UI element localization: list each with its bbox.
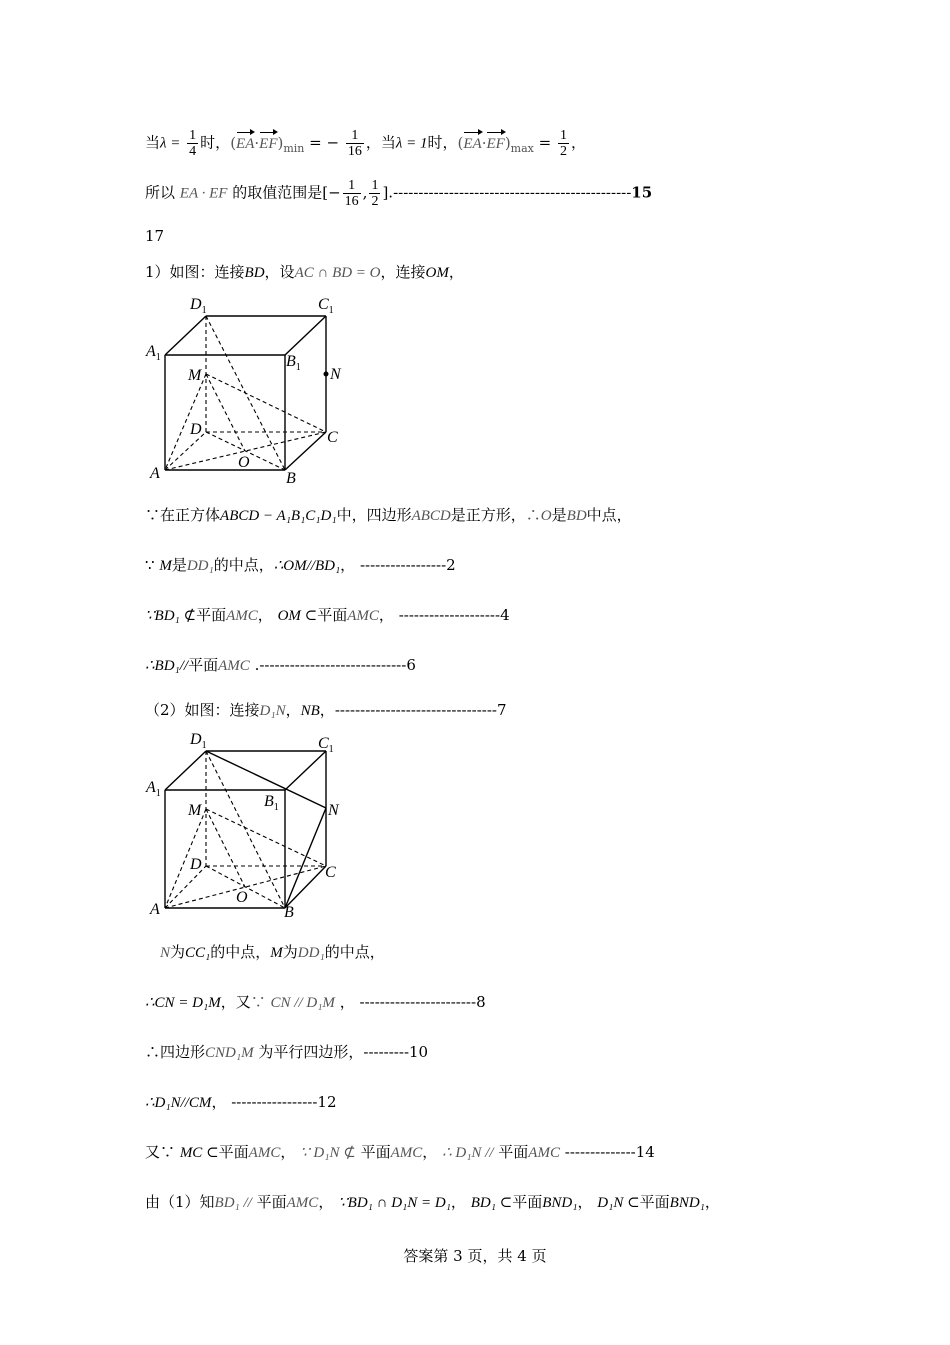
math: AMC	[218, 658, 250, 674]
math: AMC	[286, 1195, 319, 1211]
because-symbol: ∵	[160, 1143, 176, 1161]
math: ∴OM//BD₁	[273, 558, 341, 574]
score-dashes: --------------	[564, 1143, 636, 1161]
statement-not-subset: ∵BD₁ ⊄平面AMC， OM ⊂平面AMC， --------------------4	[145, 606, 510, 624]
label-m: M	[188, 802, 202, 819]
math: ∴BD₁//	[145, 658, 189, 674]
text: 是	[551, 506, 567, 524]
text: 时，	[200, 133, 231, 152]
text: ，设	[264, 263, 295, 281]
vector-ea: EA	[236, 135, 255, 152]
text: 的中点，	[213, 556, 274, 574]
denominator: 2	[371, 194, 379, 209]
score-dashes: -----------------------	[359, 993, 477, 1011]
score-dashes: -----------------------------------------------	[393, 183, 632, 202]
label-a: A	[150, 465, 160, 482]
score: 7	[497, 701, 507, 719]
fraction-one-sixteenth	[346, 128, 364, 159]
fraction	[343, 178, 361, 209]
denominator: 16	[347, 144, 362, 159]
text: ，	[448, 263, 464, 281]
math: MC ⊂	[179, 1145, 219, 1161]
math: AC ∩ BD = O	[294, 265, 381, 281]
math: D₁N	[259, 703, 286, 719]
denominator: 16	[344, 194, 359, 209]
math: BD₁ ⊂	[470, 1195, 513, 1211]
dot-product-min: $(EA\cdot EF)_{min}$	[230, 133, 305, 155]
math: ∴ D₁N //	[442, 1145, 494, 1161]
text: 平面	[498, 1143, 529, 1161]
label-d: D	[190, 856, 202, 873]
text: 中点，	[586, 506, 632, 524]
text: ，	[319, 701, 335, 719]
text: ，	[340, 556, 356, 574]
label-n: N	[328, 802, 339, 819]
text: ，当	[365, 133, 396, 152]
part2-intro	[145, 700, 507, 721]
math: OM ⊂	[277, 608, 318, 624]
math: OM	[425, 265, 449, 281]
math: ∵BD₁ ⊄	[145, 608, 197, 624]
text: 平面	[639, 1193, 670, 1211]
label-b1: $B_1$	[286, 353, 301, 373]
label-a: A	[150, 901, 160, 918]
math: ∵ D₁N ⊄	[300, 1145, 356, 1161]
math: DD₁	[297, 945, 325, 961]
label-d1: $D_1$	[190, 296, 207, 316]
fraction-one-quarter	[187, 128, 198, 159]
point-n	[324, 372, 329, 377]
text: ，	[339, 993, 355, 1011]
numerator: 1	[560, 128, 568, 143]
comma: ,	[362, 183, 368, 202]
score-dashes: -----------------	[231, 1093, 318, 1111]
numerator: 1	[189, 128, 197, 143]
label-c1: $C_1$	[318, 735, 334, 755]
equals-negative: = −	[309, 133, 340, 152]
text: 平面	[218, 1143, 249, 1161]
text: 为	[282, 943, 298, 961]
text: ，	[577, 1193, 593, 1211]
statement-equal-segments	[145, 992, 486, 1013]
math: ABCD − A₁B₁C₁D₁	[220, 508, 337, 524]
text: 在正方体	[160, 506, 221, 524]
cube-figure-2	[138, 725, 368, 920]
label-b1: $B_1$	[264, 793, 279, 813]
score: 2	[446, 556, 456, 574]
math: ABCD	[411, 508, 451, 524]
max-subscript: max	[510, 141, 534, 155]
equals: =	[538, 133, 552, 152]
label-c: C	[325, 864, 336, 881]
text: 1）如图：连接	[145, 263, 245, 281]
score-dashes: -----------------	[359, 556, 447, 574]
statement-d1n-plane: 又∵ MC ⊂平面AMC， ∵ D₁N ⊄ 平面AMC， ∴ D₁N // 平面AMC --------------14	[145, 1143, 655, 1161]
because-symbol: ∵	[145, 556, 155, 574]
fraction-one-half	[558, 128, 569, 159]
text: 平面	[512, 1193, 543, 1211]
math: N	[160, 945, 171, 961]
statement-midpoints	[160, 942, 385, 963]
statement-parallelogram	[145, 1042, 428, 1063]
range-condition-line	[145, 128, 586, 159]
label-o: O	[238, 454, 250, 471]
text: ，	[211, 1093, 227, 1111]
denominator: 4	[189, 144, 197, 159]
text: （2）如图：连接	[145, 701, 260, 719]
text: 平面	[317, 606, 348, 624]
statement-parallel-plane	[145, 655, 416, 676]
dot-product-max: $(EA\cdot EF)_{max}$	[457, 133, 534, 155]
score-dashes: --------------------------------	[334, 701, 497, 719]
numerator: 1	[343, 178, 361, 194]
math: BD₁ //	[214, 1195, 252, 1211]
text: ，又	[220, 993, 251, 1011]
therefore-symbol: ∴	[145, 1043, 161, 1061]
score: 14	[635, 1143, 655, 1161]
min-subscript: min	[283, 141, 305, 155]
text: 当	[145, 133, 161, 152]
text: ，	[285, 701, 301, 719]
label-a1: $A_1$	[146, 779, 161, 799]
statement-intersecting-lines: 由（1）知BD₁ // 平面AMC， ∵BD₁ ∩ D₁N = D₁， BD₁ ⊂平面BND₁， D₁N ⊂平面BND₁，	[145, 1193, 720, 1211]
text: ，	[378, 606, 394, 624]
label-b: B	[286, 470, 296, 485]
label-d: D	[190, 421, 202, 438]
score-dashes: ---------	[363, 1043, 410, 1061]
fraction	[369, 178, 380, 209]
text: ，	[280, 1143, 296, 1161]
label-c: C	[327, 429, 338, 446]
math: ∴CN = D₁M	[145, 995, 221, 1011]
text: 中，四边形	[336, 506, 412, 524]
score: 4	[500, 606, 510, 624]
text: ，	[257, 606, 273, 624]
page-footer: 答案第 3 页，共 4 页	[403, 1247, 547, 1265]
cube-figure-1	[138, 285, 368, 485]
text: 又	[145, 1143, 161, 1161]
text: 的中点，	[324, 943, 385, 961]
vector-ef: EF	[259, 135, 278, 152]
score: 10	[409, 1043, 429, 1061]
math: D₁N ⊂	[597, 1195, 640, 1211]
text: ，	[704, 1193, 720, 1211]
dot-operator: ·	[254, 133, 260, 152]
label-o: O	[236, 889, 248, 906]
because-symbol: ∵	[145, 506, 161, 524]
text: 为平行四边形，	[258, 1043, 364, 1061]
score: 15	[631, 183, 653, 202]
math: AMC	[226, 608, 258, 624]
denominator: 2	[560, 144, 568, 159]
math: M	[159, 558, 172, 574]
math: CC₁	[185, 945, 211, 961]
label-d1: $D_1$	[190, 731, 207, 751]
math: ∴D₁N//CM	[145, 1095, 212, 1111]
range-result-line	[145, 178, 652, 209]
math: NB	[300, 703, 320, 719]
text: 四边形	[160, 1043, 206, 1061]
dot-product-expression: EA · EF	[179, 185, 228, 202]
text: 的中点，	[210, 943, 271, 961]
score: 6	[406, 656, 416, 674]
text: 由（1）知	[145, 1193, 215, 1211]
score: 8	[476, 993, 486, 1011]
math: CND₁M	[205, 1045, 254, 1061]
numerator: 1	[371, 178, 379, 193]
math: ∵BD₁ ∩ D₁N = D₁	[338, 1195, 451, 1211]
score: 12	[317, 1093, 337, 1111]
text: ，	[422, 1143, 438, 1161]
math: BD	[244, 265, 265, 281]
math: CN // D₁M	[270, 995, 335, 1011]
label-n: N	[330, 366, 341, 383]
text: 所以	[145, 183, 176, 202]
close-bracket: ].	[382, 183, 394, 202]
lambda-equation: λ =	[160, 135, 181, 152]
text: 的取值范围是	[232, 183, 323, 202]
open-bracket: [−	[322, 183, 341, 202]
text: 平面	[188, 656, 219, 674]
math: BD	[566, 508, 587, 524]
text: 是	[171, 556, 187, 574]
text: ，	[450, 1193, 466, 1211]
numerator: 1	[346, 128, 364, 144]
part1-intro	[145, 262, 464, 283]
math: M	[270, 945, 283, 961]
text: 为	[170, 943, 186, 961]
because-symbol: ∵	[250, 993, 266, 1011]
text: 平面	[196, 606, 227, 624]
label-a1: $A_1$	[146, 343, 161, 363]
text: 时，	[427, 133, 458, 152]
statement-d1n-parallel	[145, 1092, 337, 1113]
text: 平面	[256, 1193, 287, 1211]
math: BND₁	[542, 1195, 578, 1211]
text: ，连接	[380, 263, 426, 281]
score-dashes: --------------------	[398, 606, 501, 624]
lambda-equation: λ = 1	[395, 135, 428, 152]
text: 平面	[360, 1143, 391, 1161]
problem-number: 17	[145, 227, 165, 245]
statement-square	[145, 505, 632, 526]
text: ，	[571, 133, 587, 152]
math: DD₁	[186, 558, 214, 574]
text: 是正方形，	[450, 506, 526, 524]
math: AMC	[248, 1145, 281, 1161]
label-b: B	[284, 904, 294, 920]
text: ，	[318, 1193, 334, 1211]
statement-midpoint	[145, 555, 456, 576]
label-m: M	[188, 367, 202, 384]
score-dashes: .-----------------------------	[254, 656, 407, 674]
therefore-symbol: ∴	[525, 506, 541, 524]
label-c1: $C_1$	[318, 296, 334, 316]
math: O	[540, 508, 552, 524]
